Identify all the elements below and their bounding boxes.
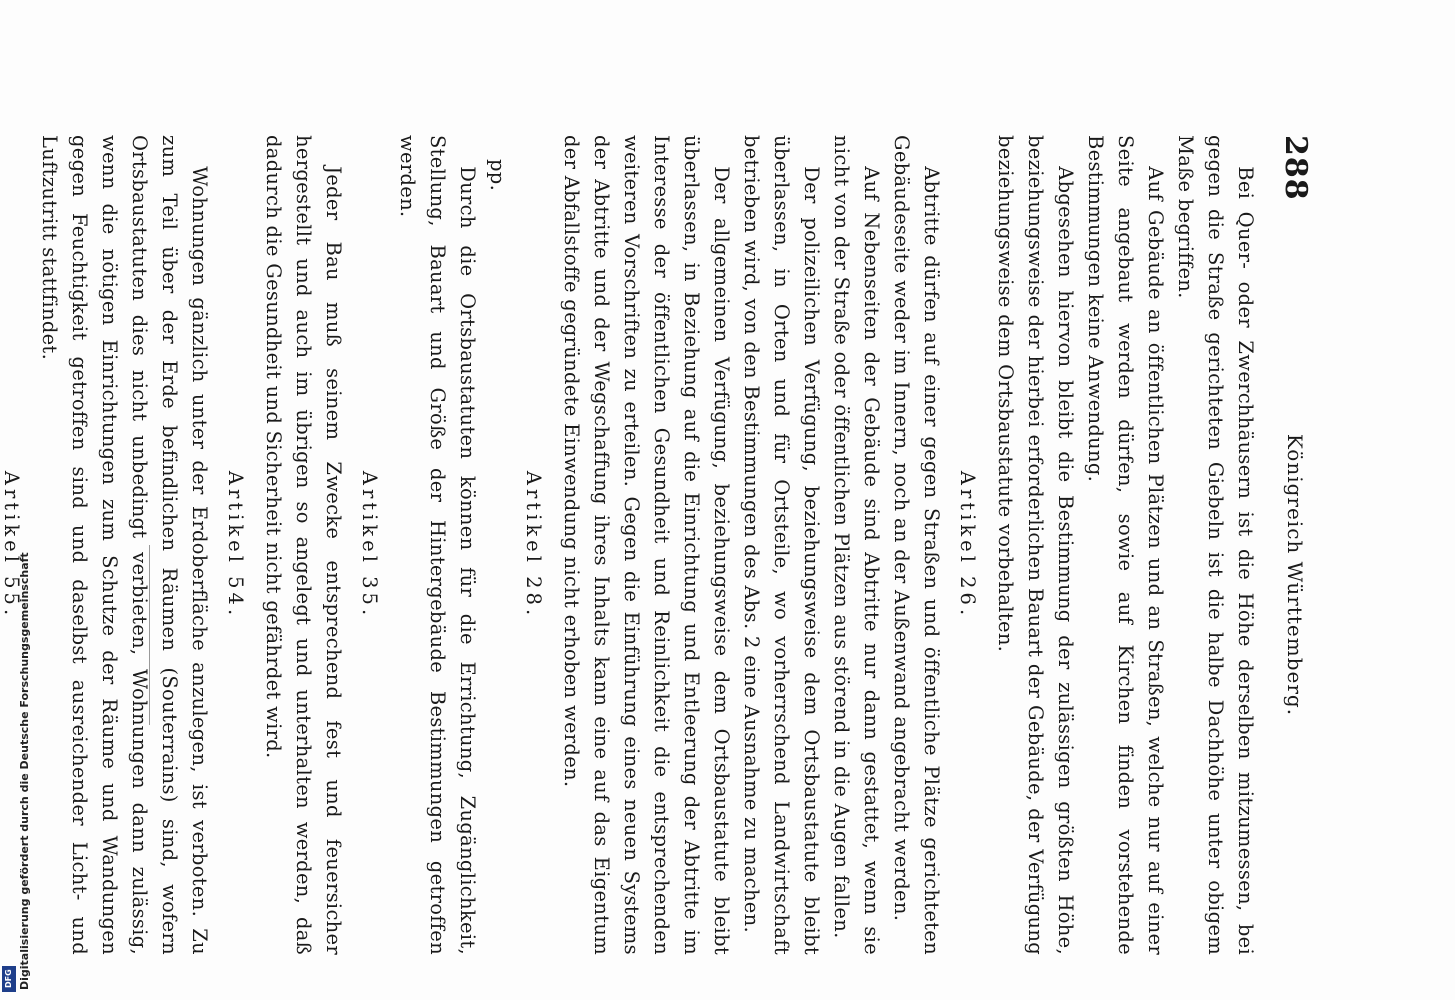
paragraph: Abtritte dürfen auf einer gegen Straßen und öffentliche Plätze gerichteten Gebäudeseite weder im Innern, noch an der Außenwand angebracht werden.: [890, 135, 943, 955]
article-heading: Artikel 35.: [358, 470, 381, 620]
page-body: [0, 135, 1260, 955]
paragraph: Auf Nebenseiten der Gebäude sind Abtritte nur dann gestattet, wenn sie nicht von der Straße oder öffentlichen Plätzen aus störend in die Augen fallen.: [830, 135, 883, 955]
article-marker: pp.: [486, 159, 509, 192]
paragraph: Durch die Ortsbaustatuten können für die Errichtung, Zugänglichkeit, Stellung, Bauart und Größe der Hintergebäude Bestimmungen getroffen werden.: [396, 135, 479, 955]
divider-line: [149, 545, 150, 725]
digitization-credit: Digitalisierung gefördert durch die Deutsche Forschungsgemeinschaft: [18, 552, 31, 990]
article-heading: Artikel 55.: [0, 470, 23, 620]
paragraph: Wohnungen gänzlich unter der Erdoberfläche anzulegen, ist verboten. Zu zum Teil über der Erde befindlichen Räumen (Souterrains) sind, wofern Ortsbaustatuten dies nicht unbedingt verbieten, Wohnungen dann zulässig, wenn die nötigen Einrichtungen zum Schutze der Räume und Wandungen gegen Feuchtigkeit getroffen sind und daselbst ausreichender Licht- und Luftzutritt stattfindet.: [38, 135, 211, 955]
page-number: 288: [1278, 135, 1313, 201]
running-head: Königreich Württemberg.: [1283, 433, 1307, 717]
article-heading: Artikel 54.: [224, 470, 247, 620]
article-heading: Artikel 26.: [956, 470, 979, 620]
paragraph: Jeder Bau muß seinem Zwecke entsprechend fest und feuersicher hergestellt und auch im übrigen so angelegt und unterhalten werden, daß dadurch die Gesundheit und Sicherheit nicht gefährdet wird.: [262, 135, 345, 955]
paragraph: Der polizeilichen Verfügung, beziehungsweise dem Ortsbaustatute bleibt überlassen, in Orten und für Ortsteile, wo vorherrschend Landwirtschaft betrieben wird, von den Bestimmungen des Abs. 2 eine Ausnahme zu machen.: [740, 135, 823, 955]
paragraph: Abgesehen hiervon bleibt die Bestimmung der zulässigen größten Höhe, beziehungsweise der hierbei erforderlichen Bauart der Gebäude, der Verfügung beziehungsweise dem Ortsbaustatute vorbehalten.: [994, 135, 1077, 955]
paragraph: Bei Quer- oder Zwerchhäusern ist die Höhe derselben mitzumessen, bei gegen die Straße gerichteten Giebeln ist die halbe Dachhöhe unter obigem Maße begriffen.: [1174, 135, 1257, 955]
paragraph: Auf Gebäude an öffentlichen Plätzen und an Straßen, welche nur auf einer Seite angebaut werden dürfen, sowie auf Kirchen finden vorstehende Bestimmungen keine Anwendung.: [1084, 135, 1167, 955]
dfg-logo: DFG: [2, 966, 16, 992]
page-header: [1275, 115, 1315, 975]
article-heading: Artikel 28.: [522, 470, 545, 620]
paragraph: Der allgemeinen Verfügung, beziehungsweise dem Ortsbaustatute bleibt überlassen, in Beziehung auf die Einrichtung und Entleerung der Abtritte im Interesse der öffentlichen Gesundheit und Reinlichkeit die entsprechenden weiteren Vorschriften zu erteilen. Gegen die Einführung eines neuen Systems der Abtritte und der Wegschaffung ihres Inhalts kann eine auf das Eigentum der Abfallstoffe gegründete Einwendung nicht erhoben werden.: [560, 135, 733, 955]
